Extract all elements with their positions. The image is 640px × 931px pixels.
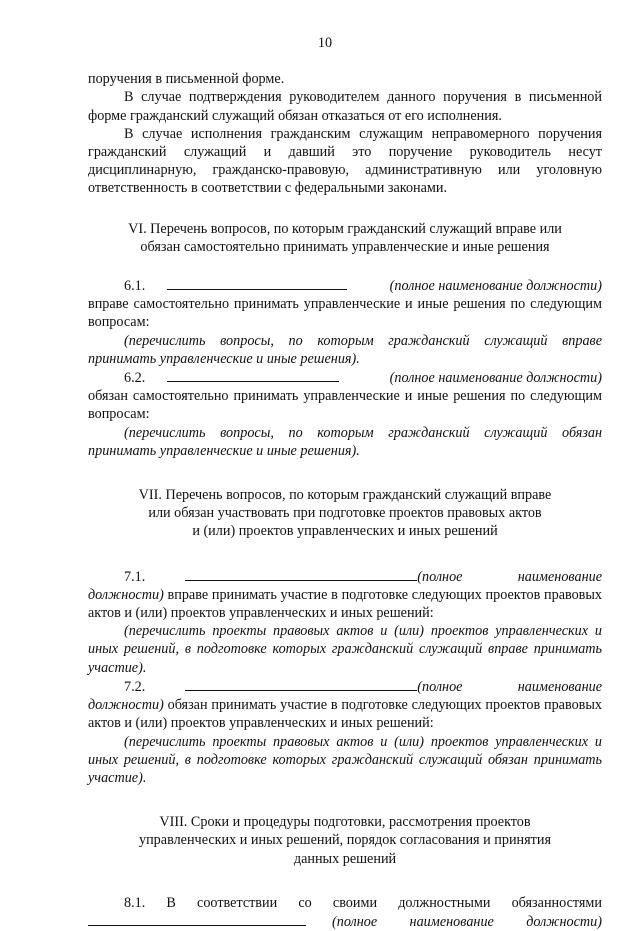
item-6-1-blank-line[interactable] <box>167 276 347 290</box>
item-8-1-word6: обязанностями <box>511 894 603 911</box>
item-8-1-word1: В <box>166 894 176 911</box>
item-6-2-blank-line[interactable] <box>167 368 339 382</box>
item-7-1-hint-c: должности) <box>88 586 164 603</box>
section-7-title-line1: VII. Перечень вопросов, по которым гражданский служащий вправе <box>138 487 552 504</box>
item-7-1-hint-b: наименование <box>517 568 602 585</box>
item-7-2-blank-line[interactable] <box>185 677 417 691</box>
item-7-1-number: 7.1. <box>124 568 146 585</box>
paragraph-responsibility: В случае исполнения гражданским служащим неправомерного поручения гражданский служащий и давший это поручение руководитель несут дисциплинарную, гражданско-правовую, административную или уголовную ответственность в соответствии с федеральными законами. <box>88 125 602 197</box>
section-6-title-line2: обязан самостоятельно принимать управленческие и иные решения <box>140 238 550 255</box>
item-7-1-blank-line[interactable] <box>185 567 417 581</box>
item-7-2-hint-c: должности) <box>88 697 164 714</box>
item-7-2-text <box>88 696 602 732</box>
section-8-title-line1: VIII. Сроки и процедуры подготовки, рассмотрения проектов <box>159 814 531 831</box>
item-8-1-line2 <box>88 912 602 931</box>
section-7-title-line3: и (или) проектов управленческих и иных решений <box>192 523 498 540</box>
item-6-1-hint: (полное наименование должности) <box>389 278 602 295</box>
item-8-1-number: 8.1. <box>124 894 146 911</box>
paragraph-confirmation: В случае подтверждения руководителем данного поручения в письменной форме гражданский служащий обязан отказаться от его исполнения. <box>88 89 602 124</box>
item-7-1-body: вправе принимать участие в подготовке следующих проектов правовых актов и (или) проектов управленческих и иных решений: <box>88 586 603 622</box>
item-7-1-list: (перечислить проекты правовых актов и (или) проектов управленческих и иных решений, в подготовке которых гражданский служащий вправе принимать участие). <box>88 623 602 676</box>
item-6-1-list: (перечислить вопросы, по которым гражданский служащий вправе принимать управленческие и иные решения). <box>88 332 602 367</box>
item-8-1-header <box>88 894 602 912</box>
item-8-1-hint-c: должности) <box>526 913 602 930</box>
item-6-2-hint: (полное наименование должности) <box>389 370 602 387</box>
item-6-2-header <box>88 368 602 387</box>
item-8-1-hint-a: (полное <box>332 913 378 930</box>
item-8-1-word5: должностными <box>398 894 491 911</box>
paragraph-continuation: поручения в письменной форме. <box>88 71 285 88</box>
section-6-title-line1: VI. Перечень вопросов, по которым гражданский служащий вправе или <box>128 220 562 237</box>
item-8-1-word3: со <box>298 894 312 911</box>
item-8-1-word4: своими <box>332 894 378 911</box>
item-8-1-word2: соответствии <box>197 894 278 911</box>
item-7-1-hint-a: (полное <box>417 568 463 585</box>
section-7-title-line2: или обязан участвовать при подготовке проектов правовых актов <box>148 505 542 522</box>
item-7-2-body: обязан принимать участие в подготовке следующих проектов правовых актов и (или) проектов управленческих и иных решений: <box>88 697 602 732</box>
item-7-2-hint-b: наименование <box>517 678 602 695</box>
item-7-1-text <box>88 586 602 622</box>
item-7-2-header <box>88 677 602 696</box>
item-6-2-text: обязан самостоятельно принимать управленческие и иные решения по следующим вопросам: <box>88 388 602 423</box>
section-8-title-line2: управленческих и иных решений, порядок согласования и принятия <box>139 832 551 849</box>
item-7-2-number: 7.2. <box>124 678 146 695</box>
page-number: 10 <box>317 35 333 51</box>
item-6-2-number: 6.2. <box>124 370 146 387</box>
section-8-title-line3: данных решений <box>293 850 397 867</box>
item-6-2-list: (перечислить вопросы, по которым гражданский служащий обязан принимать управленческие и иные решения). <box>88 424 602 459</box>
item-6-1-header <box>88 276 602 295</box>
item-6-1-text: вправе самостоятельно принимать управленческие и иные решения по следующим вопросам: <box>88 296 602 331</box>
item-6-1-number: 6.1. <box>124 278 146 295</box>
item-8-1-hint-b: наименование <box>409 913 494 930</box>
item-7-2-hint-a: (полное <box>417 678 463 695</box>
item-8-1-blank-line[interactable] <box>88 912 306 926</box>
item-7-1-header <box>88 567 602 586</box>
item-7-2-list: (перечислить проекты правовых актов и (или) проектов управленческих и иных решений, в подготовке которых гражданский служащий обязан принимать участие). <box>88 733 602 786</box>
